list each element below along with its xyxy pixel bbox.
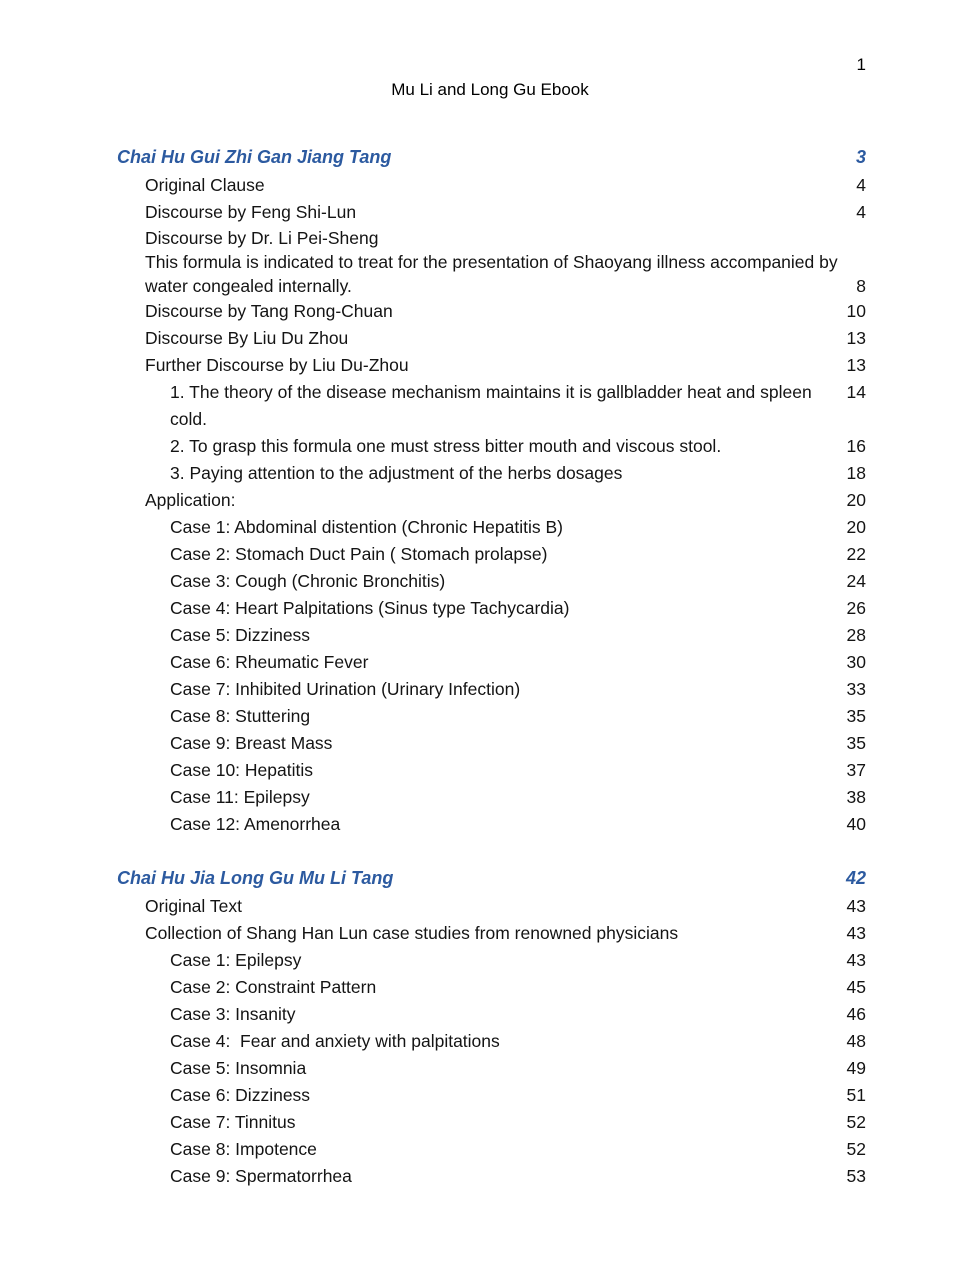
toc-entry-label: Case 2: Stomach Duct Pain ( Stomach prolapse) — [170, 544, 548, 564]
toc-entry-label: Case 9: Breast Mass — [170, 733, 333, 753]
toc-entry-page-number: 20 — [846, 517, 866, 537]
toc-entry-page-number: 43 — [846, 896, 866, 916]
toc-entry-label: Case 3: Cough (Chronic Bronchitis) — [170, 571, 446, 591]
toc-entry-page-number: 18 — [846, 463, 866, 483]
toc-entry-page-number: 4 — [856, 175, 866, 195]
toc-entry[interactable] — [0, 1163, 980, 1190]
toc-entry-page-number: 37 — [846, 760, 866, 780]
toc-entry[interactable] — [0, 1001, 980, 1028]
toc-entry-label: Further Discourse by Liu Du-Zhou — [145, 355, 409, 375]
toc-entry[interactable] — [0, 703, 980, 730]
toc-entry-label: water congealed internally. — [145, 276, 352, 296]
toc-entry-page-number: 43 — [846, 923, 866, 943]
toc-entry-page-number: 8 — [856, 276, 866, 296]
toc-entry[interactable] — [0, 649, 980, 676]
toc-entry-label: Collection of Shang Han Lun case studies from renowned physicians — [145, 923, 679, 943]
toc-entry-page-number: 35 — [846, 733, 866, 753]
toc-entry[interactable] — [0, 1109, 980, 1136]
toc-entry-page-number: 43 — [846, 950, 866, 970]
toc-entry[interactable] — [0, 199, 980, 226]
toc-entry-page-number: 13 — [846, 328, 866, 348]
toc-entry-label: Case 10: Hepatitis — [170, 760, 313, 780]
toc-entry-label: Case 8: Impotence — [170, 1139, 317, 1159]
toc-entry-label: Discourse by Dr. Li Pei-Sheng — [145, 228, 379, 248]
toc-entry-page-number: 48 — [846, 1031, 866, 1051]
toc-entry[interactable] — [0, 947, 980, 974]
toc-entry-page-number: 40 — [846, 814, 866, 834]
toc-entry-label: Case 4: Fear and anxiety with palpitations — [170, 1031, 500, 1051]
toc-entry-label: Case 12: Amenorrhea — [170, 814, 341, 834]
toc-entry-label: 1. The theory of the disease mechanism maintains it is gallbladder heat and spleen cold. — [170, 382, 817, 429]
toc-entry-page-number: 35 — [846, 706, 866, 726]
page-header — [0, 0, 980, 110]
toc-entry[interactable] — [0, 541, 980, 568]
toc-entry[interactable] — [0, 298, 980, 325]
toc-entry[interactable] — [0, 974, 980, 1001]
toc-entry-label: Case 11: Epilepsy — [170, 787, 310, 807]
toc-entry-page-number: 53 — [846, 1166, 866, 1186]
toc-entry-label: 2. To grasp this formula one must stress bitter mouth and viscous stool. — [170, 436, 722, 456]
toc-entry-page-number: 51 — [846, 1085, 866, 1105]
toc-entry-page-number: 4 — [856, 202, 866, 222]
toc-entry-label: This formula is indicated to treat for the presentation of Shaoyang illness accompanied by — [145, 252, 838, 272]
toc-entry-page-number: 46 — [846, 1004, 866, 1024]
toc-entry-label: Application: — [145, 490, 236, 510]
toc-entry-label: Original Clause — [145, 175, 265, 195]
toc-entry[interactable] — [0, 433, 980, 460]
toc-section-heading[interactable] — [0, 142, 980, 172]
toc-entry-label: Case 6: Dizziness — [170, 1085, 311, 1105]
toc-entry-page-number: 33 — [846, 679, 866, 699]
toc-entry-page-number: 3 — [855, 147, 866, 167]
toc-entry[interactable] — [0, 514, 980, 541]
toc-entry-page-number: 52 — [846, 1112, 866, 1132]
toc-entry[interactable] — [0, 325, 980, 352]
toc-entry[interactable] — [0, 730, 980, 757]
toc-entry-page-number: 20 — [846, 490, 866, 510]
toc-entry-label: Chai Hu Jia Long Gu Mu Li Tang — [117, 868, 394, 888]
toc-entry-page-number: 22 — [846, 544, 866, 564]
toc-entry-label: Case 1: Epilepsy — [170, 950, 302, 970]
page-number-folio: 1 — [856, 55, 866, 74]
toc-entry-label: Case 3: Insanity — [170, 1004, 296, 1024]
toc-entry[interactable] — [0, 1136, 980, 1163]
toc-entry[interactable] — [0, 920, 980, 947]
toc-entry[interactable] — [0, 379, 980, 433]
toc-entry-page-number: 45 — [846, 977, 866, 997]
toc-entry-page-number: 52 — [846, 1139, 866, 1159]
toc-entry-label: 3. Paying attention to the adjustment of the herbs dosages — [170, 463, 623, 483]
toc-entry-page-number: 13 — [846, 355, 866, 375]
toc-entry-label: Case 2: Constraint Pattern — [170, 977, 377, 997]
toc-entry-label: Original Text — [145, 896, 242, 916]
toc-entry-label: Discourse By Liu Du Zhou — [145, 328, 349, 348]
toc-entry[interactable] — [0, 1082, 980, 1109]
toc-entry[interactable] — [0, 460, 980, 487]
toc-entry[interactable] — [0, 784, 980, 811]
toc-section-heading[interactable] — [0, 863, 980, 893]
toc-entry-page-number: 10 — [846, 301, 866, 321]
toc-entry-page-number: 24 — [846, 571, 866, 591]
toc-entry-page-number: 30 — [846, 652, 866, 672]
toc-entry-page-number: 42 — [845, 868, 866, 888]
running-title: Mu Li and Long Gu Ebook — [391, 80, 589, 99]
toc-entry-label: Discourse by Tang Rong-Chuan — [145, 301, 393, 321]
toc-entry-label: Chai Hu Gui Zhi Gan Jiang Tang — [117, 147, 392, 167]
toc-entry[interactable] — [0, 622, 980, 649]
table-of-contents — [0, 142, 980, 1190]
toc-entry-label: Case 7: Tinnitus — [170, 1112, 296, 1132]
toc-entry[interactable] — [0, 487, 980, 514]
toc-entry-wrapped[interactable] — [0, 226, 980, 298]
toc-entry-label: Case 1: Abdominal distention (Chronic Hepatitis B) — [170, 517, 563, 537]
toc-entry[interactable] — [0, 595, 980, 622]
toc-entry-label: Case 4: Heart Palpitations (Sinus type Tachycardia) — [170, 598, 570, 618]
toc-entry[interactable] — [0, 1028, 980, 1055]
toc-entry[interactable] — [0, 757, 980, 784]
toc-entry[interactable] — [0, 352, 980, 379]
toc-entry-label: Case 6: Rheumatic Fever — [170, 652, 369, 672]
toc-entry-page-number: 26 — [846, 598, 866, 618]
toc-entry-page-number: 28 — [846, 625, 866, 645]
toc-entry-label: Discourse by Feng Shi-Lun — [145, 202, 357, 222]
toc-entry-page-number: 38 — [846, 787, 866, 807]
toc-entry-page-number: 16 — [846, 436, 866, 456]
toc-entry[interactable] — [0, 676, 980, 703]
toc-entry[interactable] — [0, 172, 980, 199]
toc-entry-label: Case 5: Dizziness — [170, 625, 311, 645]
toc-entry-label: Case 5: Insomnia — [170, 1058, 307, 1078]
toc-entry-label: Case 7: Inhibited Urination (Urinary Infection) — [170, 679, 521, 699]
toc-entry[interactable] — [0, 893, 980, 920]
toc-entry-label: Case 8: Stuttering — [170, 706, 311, 726]
toc-entry[interactable] — [0, 1055, 980, 1082]
toc-entry-page-number: 14 — [846, 382, 866, 402]
toc-entry[interactable] — [0, 811, 980, 838]
toc-entry[interactable] — [0, 568, 980, 595]
toc-entry-page-number: 49 — [846, 1058, 866, 1078]
toc-entry-label: Case 9: Spermatorrhea — [170, 1166, 352, 1186]
